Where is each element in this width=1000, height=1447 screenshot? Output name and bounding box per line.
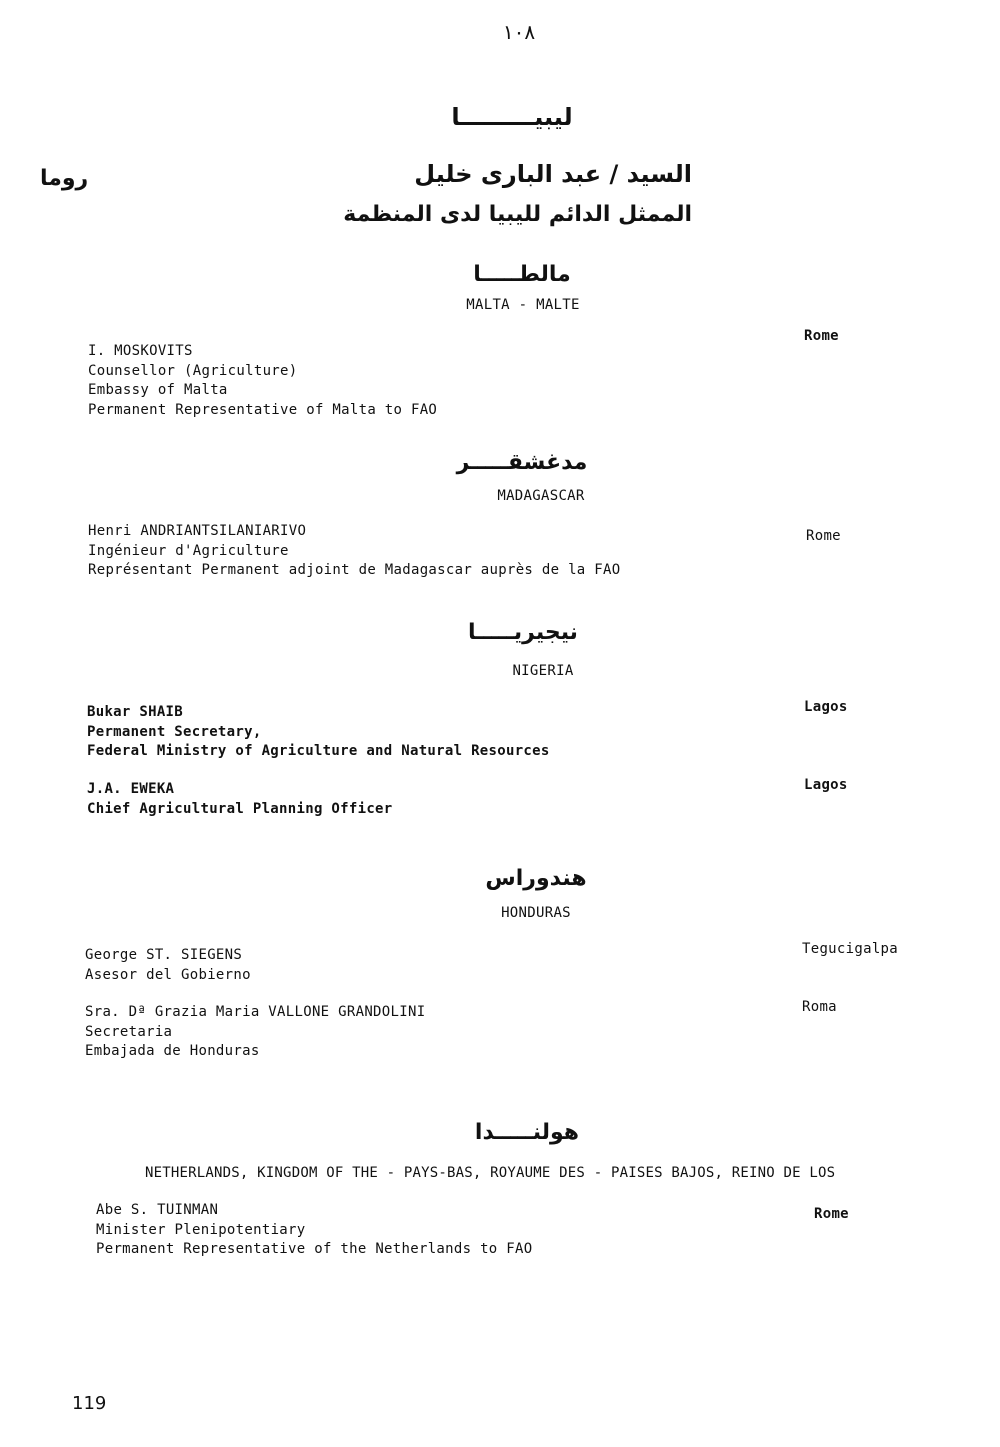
country-heading-malta: MALTA - MALTE bbox=[466, 297, 580, 313]
delegate-name: George ST. SIEGENS bbox=[85, 947, 243, 963]
country-heading-nigeria-ar: نيجيريـــــا bbox=[468, 620, 578, 645]
delegate-line: Permanent Representative of the Netherlands to FAO bbox=[96, 1241, 533, 1257]
delegate-name: I. MOSKOVITS bbox=[88, 343, 193, 359]
country-heading-netherlands-ar: هولنـــــدا bbox=[474, 1120, 580, 1145]
page-number-top: ١٠٨ bbox=[502, 20, 536, 44]
city-malta: Rome bbox=[804, 328, 839, 344]
city-libya-ar: روما bbox=[40, 166, 89, 191]
delegate-line: Asesor del Gobierno bbox=[85, 966, 251, 983]
delegate-line: Chief Agricultural Planning Officer bbox=[87, 800, 393, 817]
country-heading-madagascar: MADAGASCAR bbox=[497, 488, 585, 504]
city-netherlands: Rome bbox=[814, 1206, 849, 1222]
delegate-line: Permanent Representative of Malta to FAO bbox=[88, 401, 438, 418]
page-number-bottom: 119 bbox=[72, 1393, 107, 1414]
delegate-line: Counsellor (Agriculture) bbox=[88, 362, 298, 379]
country-heading-libya-ar: ليبيـــــــــا bbox=[451, 103, 573, 131]
delegate-line: Secretaria bbox=[85, 1023, 173, 1040]
city-madagascar: Rome bbox=[806, 528, 841, 544]
city-honduras-2: Roma bbox=[802, 999, 837, 1015]
delegate-name: Sra. Dª Grazia Maria VALLONE GRANDOLINI bbox=[85, 1004, 426, 1020]
delegate-block-malta bbox=[88, 342, 437, 420]
delegate-block-netherlands bbox=[96, 1201, 532, 1260]
country-heading-nigeria: NIGERIA bbox=[512, 663, 574, 679]
country-heading-honduras-ar: هندوراس bbox=[485, 866, 587, 891]
delegate-block-honduras-2 bbox=[85, 1003, 425, 1062]
city-nigeria-2: Lagos bbox=[804, 777, 848, 793]
country-heading-netherlands: NETHERLANDS, KINGDOM OF THE - PAYS-BAS, ROYAUME DES - PAISES BAJOS, REINO DE LOS bbox=[145, 1165, 836, 1181]
delegate-block-nigeria-2 bbox=[87, 780, 393, 819]
country-heading-madagascar-ar: مدغشقـــــر bbox=[456, 450, 588, 475]
delegate-name: Abe S. TUINMAN bbox=[96, 1202, 219, 1218]
delegate-name: J.A. EWEKA bbox=[87, 781, 175, 797]
delegate-line: Federal Ministry of Agriculture and Natural Resources bbox=[87, 743, 550, 759]
delegate-line: Permanent Secretary, bbox=[87, 723, 262, 740]
delegate-block-madagascar bbox=[88, 522, 620, 581]
delegate-line: Embassy of Malta bbox=[88, 382, 228, 398]
delegate-block-nigeria-1 bbox=[87, 703, 550, 762]
delegate-line: Ingénieur d'Agriculture bbox=[88, 542, 289, 559]
delegate-name-libya-ar: السيد / عبد البارى خليل bbox=[414, 160, 692, 188]
city-nigeria-1: Lagos bbox=[804, 699, 848, 715]
country-heading-malta-ar: مالطـــــا bbox=[473, 262, 571, 287]
delegate-line: Représentant Permanent adjoint de Madagascar auprès de la FAO bbox=[88, 562, 621, 578]
delegate-name: Henri ANDRIANTSILANIARIVO bbox=[88, 523, 307, 539]
country-heading-honduras: HONDURAS bbox=[501, 905, 571, 921]
delegate-title-libya-ar: الممثل الدائم لليبيا لدى المنظمة bbox=[343, 202, 692, 227]
delegate-line: Embajada de Honduras bbox=[85, 1043, 260, 1059]
delegate-name: Bukar SHAIB bbox=[87, 704, 184, 720]
delegate-block-honduras-1 bbox=[85, 946, 251, 985]
city-honduras-1: Tegucigalpa bbox=[802, 941, 899, 957]
delegate-line: Minister Plenipotentiary bbox=[96, 1221, 306, 1238]
